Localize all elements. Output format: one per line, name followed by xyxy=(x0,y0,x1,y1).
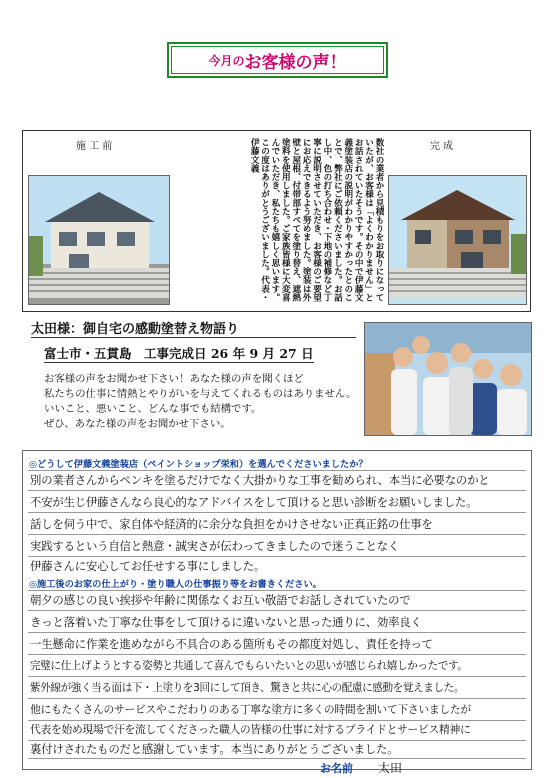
form-rule xyxy=(28,490,526,491)
form-rule xyxy=(28,632,526,633)
form-rule xyxy=(28,698,526,699)
answer-2-line: きっと落着いた丁寧な仕事をして頂けるに違いないと思った通りに、効率良く xyxy=(30,615,422,629)
answer-1-line: 実践するという自信と熱意・誠実さが伝わってきましたので迷うことなく xyxy=(30,539,400,553)
intro-line: ぜひ、あなた様の声をお聞かせ下さい。 xyxy=(44,418,231,430)
answer-2-line: 他にもたくさんのサービスやこだわりのある丁寧な塗方に多くの時間を割いて下さいましたが xyxy=(30,703,471,716)
form-rule xyxy=(28,610,526,611)
page-title-big: お客様の声！ xyxy=(244,52,347,73)
subtitle-divider xyxy=(31,337,356,338)
form-rule xyxy=(28,556,526,557)
signature-name: 太田 xyxy=(378,761,403,775)
form-rule xyxy=(28,676,526,677)
before-label: 施 工 前 xyxy=(76,141,113,152)
answer-2-line: 朝夕の感じの良い挨拶や年齢に関係なくお互い敬語でお話しされていたので xyxy=(30,593,411,607)
answer-1-line: 伊藤さんに安心してお任せする事にしました。 xyxy=(30,559,266,573)
testimonial-text: 数社の業者から見積もりをお取りになっていたが、お客様は「よくわかりません」とお話されていたそうです。その中で伊藤文義塗装店の説明がわかりやすかったとのことで、弊社にご依頼くださいました。お話し中、色の打ち合わせ・下地の補修など丁寧に説明させていただき、お客様のご要望にお応えできるよう努めました。塗装は外壁と屋根、付帯部すべてを塗り替え、遮熱塗料を使用しました。ご家族皆様に大変喜んでいただき、私たちも嬉しく思います。この度はありがとうございました。代表・伊藤文義 xyxy=(249,138,384,302)
answer-2-line: 代表を始め現場で汗を流してくださった職人の皆様の仕事に対するプライドとサービス精神に xyxy=(30,723,471,736)
form-rule xyxy=(28,512,526,513)
answer-2-line: 一生懸命に作業を進めながら不具合のある箇所もその都度対処し、責任を持って xyxy=(30,637,433,651)
answer-2-line: 紫外線が強く当る面は下・上塗りを3回にして頂き、驚きと共に心の配慮に感動を覚えました。 xyxy=(30,682,465,694)
page-title xyxy=(171,46,384,74)
form-rule xyxy=(28,534,526,535)
story-subtitle: 太田様：御自宅の感動塗替え物語り xyxy=(31,322,240,337)
after-photo xyxy=(388,175,527,305)
team-photo xyxy=(364,322,532,436)
page-title-small: 今月の xyxy=(208,53,245,68)
question-2: ◎施工後のお家の仕上がり・塗り職人の仕事振り等をお書きください。 xyxy=(29,579,322,590)
answer-1-line: 不安が生じ伊藤さんなら良心的なアドバイスをして頂けると思い診断をお願いしました。 xyxy=(30,495,478,509)
question-1: ◎どうして伊藤文義塗装店（ペイントショップ栄和）を選んでくださいましたか？ xyxy=(29,459,368,470)
form-rule xyxy=(28,590,526,591)
page-title-banner xyxy=(167,42,388,78)
form-rule xyxy=(28,720,526,721)
location-and-date: 富士市・五貫島 工事完成日 26 年 9 月 27 日 xyxy=(44,346,314,361)
answer-2-line: 裏付けされたものだと感謝しています。本当にありがとうございました。 xyxy=(30,742,399,756)
intro-text xyxy=(44,372,374,432)
form-rule xyxy=(28,654,526,655)
location-divider xyxy=(44,362,314,363)
signature-label: お名前 xyxy=(320,762,353,775)
answer-2-line: 完璧に仕上げようとする姿勢と共通して喜んでもらいたいとの思いが感じられ嬉しかったです。 xyxy=(30,660,468,672)
answer-1-line: 別の業者さんからペンキを塗るだけでなく大掛かりな工事を勧められ、本当に必要なのかと xyxy=(30,473,490,487)
intro-line: お客様の声をお聞かせ下さい！あなた様の声を聞くほど xyxy=(44,373,304,385)
before-photo xyxy=(28,175,170,305)
after-label: 完 成 xyxy=(430,141,454,152)
form-rule xyxy=(28,470,526,471)
form-rule xyxy=(28,758,526,759)
answer-1-line: 話しを伺う中で、家自体や経済的に余分な負担をかけさせない正真正銘の仕事を xyxy=(30,517,433,531)
intro-line: いいこと、悪いこと、どんな事でも結構です。 xyxy=(44,403,262,415)
intro-line: 私たちの仕事に情熱とやりがいを与えてくれるものはありません。 xyxy=(44,388,357,400)
